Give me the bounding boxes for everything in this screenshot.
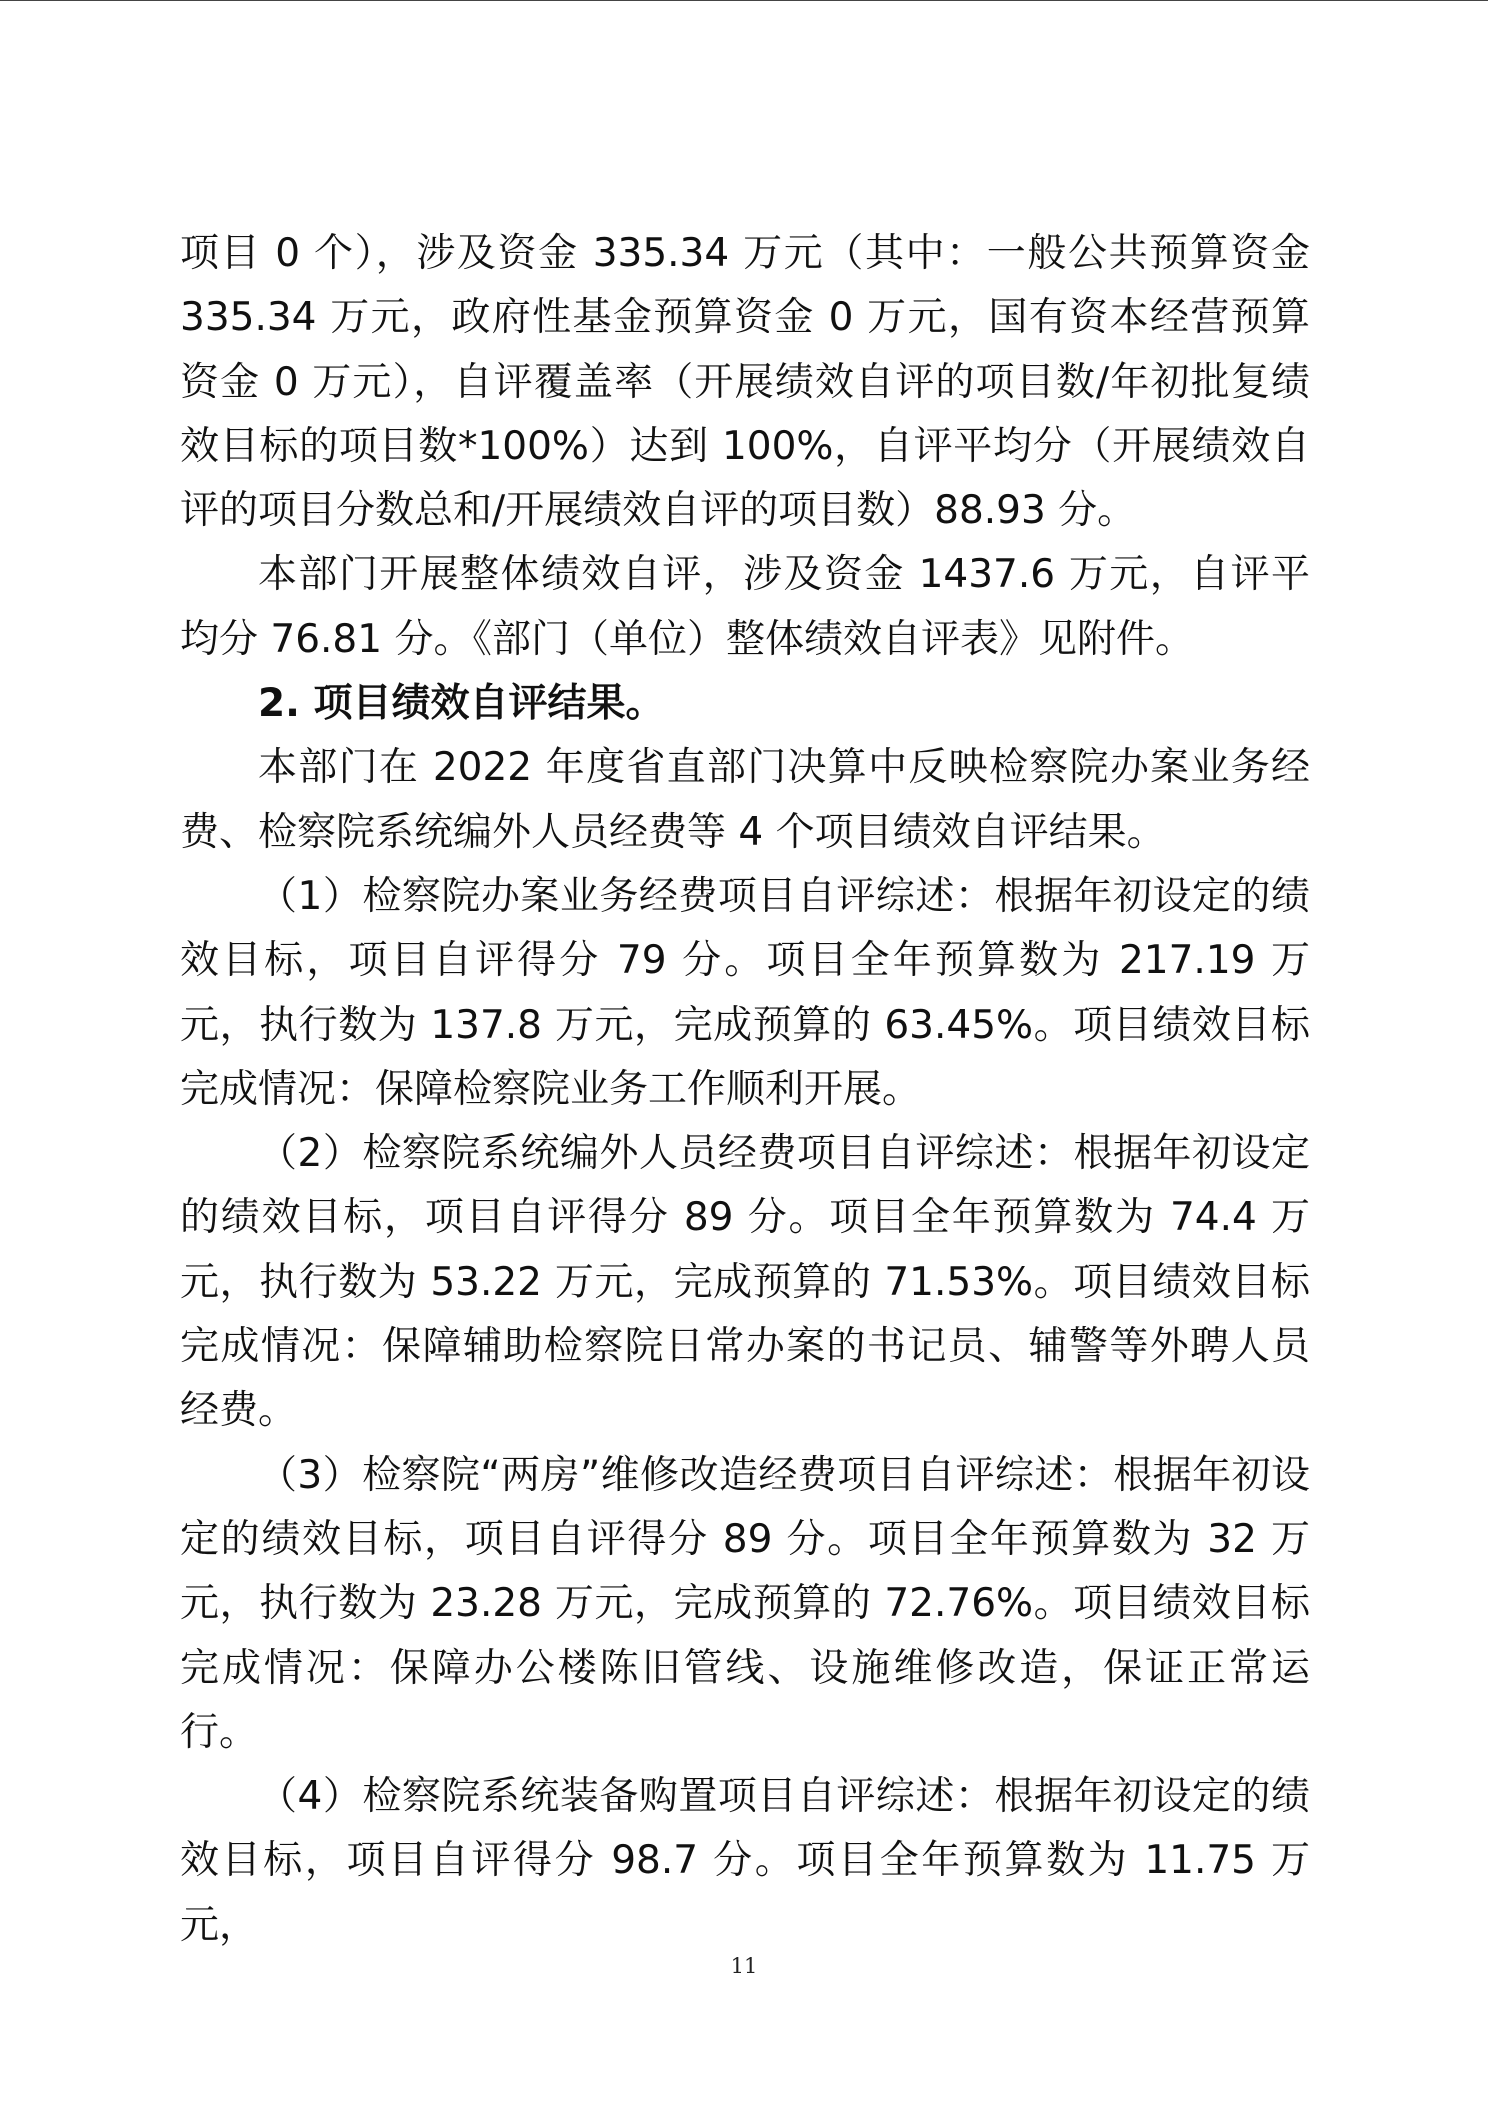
paragraph-project-summary-continued: 项目 0 个），涉及资金 335.34 万元（其中：一般公共预算资金 335.34 万元，政府性基金预算资金 0 万元，国有资本经营预算资金 0 万元），自评覆盖率（开展绩效自评的项目数/年初批复绩效目标的项目数*100%）达到 100%，自评平均分（开展绩效自评的项目分数总和/开展绩效自评的项目数）88.93 分。 — [180, 231, 1310, 534]
paragraph-project-results-intro: 本部门在 2022 年度省直部门决算中反映检察院办案业务经费、检察院系统编外人员经费等 4 个项目绩效自评结果。 — [180, 745, 1310, 855]
page-top-edge — [0, 0, 1488, 1]
paragraph-project-1: （1）检察院办案业务经费项目自评综述：根据年初设定的绩效目标，项目自评得分 79 分。项目全年预算数为 217.19 万元，执行数为 137.8 万元，完成预算的 63.45%。项目绩效目标完成情况：保障检察院业务工作顺利开展。 — [180, 873, 1310, 1112]
paragraph-project-4: （4）检察院系统装备购置项目自评综述：根据年初设定的绩效目标，项目自评得分 98.7 分。项目全年预算数为 11.75 万元， — [180, 1774, 1310, 1948]
paragraph-project-3: （3）检察院“两房”维修改造经费项目自评综述：根据年初设定的绩效目标，项目自评得分 89 分。项目全年预算数为 32 万元，执行数为 23.28 万元，完成预算的 72.76%。项目绩效目标完成情况：保障办公楼陈旧管线、设施维修改造，保证正常运行。 — [180, 1452, 1310, 1755]
page-number: 11 — [730, 1954, 758, 1978]
paragraph-overall-self-evaluation: 本部门开展整体绩效自评，涉及资金 1437.6 万元，自评平均分 76.81 分。《部门（单位）整体绩效自评表》见附件。 — [180, 552, 1310, 662]
document-body — [180, 222, 1310, 1958]
section-heading-project-results: 2. 项目绩效自评结果。 — [258, 681, 665, 727]
paragraph-project-2: （2）检察院系统编外人员经费项目自评综述：根据年初设定的绩效目标，项目自评得分 89 分。项目全年预算数为 74.4 万元，执行数为 53.22 万元，完成预算的 71.53%。项目绩效目标完成情况：保障辅助检察院日常办案的书记员、辅警等外聘人员经费。 — [180, 1131, 1310, 1434]
